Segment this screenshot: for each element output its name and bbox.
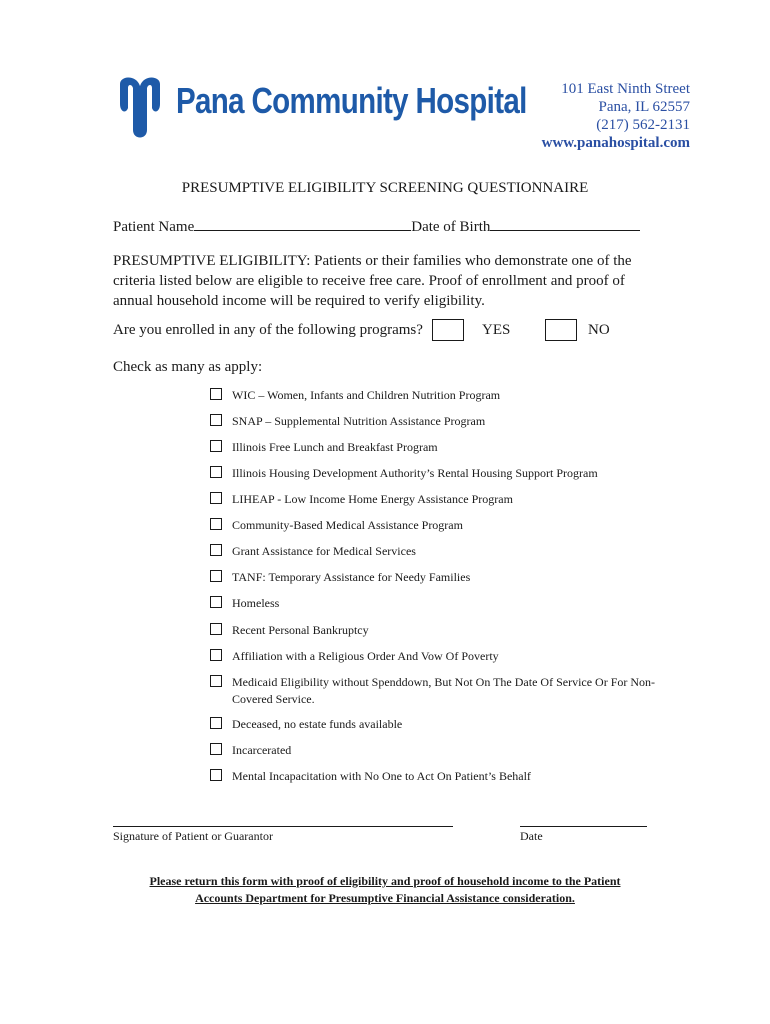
eligibility-paragraph: PRESUMPTIVE ELIGIBILITY: Patients or their families who demonstrate one of the criteria listed below are eligible to receive free care. Proof of enrollment and proof of annual household income will be required to verify eligibility. (113, 253, 632, 309)
form-title: PRESUMPTIVE ELIGIBILITY SCREENING QUESTIONNAIRE (181, 180, 589, 196)
date-label: Date (520, 829, 543, 843)
program-label: Medicaid Eligibility without Spenddown, But Not On The Date Of Service Or For Non-Covered Service. (232, 675, 656, 706)
footer-note (0, 873, 770, 907)
yes-checkbox[interactable] (432, 319, 464, 341)
program-checkbox[interactable] (210, 743, 222, 755)
program-label: Illinois Free Lunch and Breakfast Program (232, 440, 438, 454)
program-checkbox[interactable] (210, 596, 222, 608)
program-checkbox[interactable] (210, 675, 222, 687)
dob-field[interactable] (490, 216, 640, 231)
program-label: Deceased, no estate funds available (232, 717, 403, 731)
check-intro: Check as many as apply: (113, 359, 263, 375)
program-checkbox[interactable] (210, 440, 222, 452)
website-link[interactable]: www.panahospital.com (541, 135, 690, 151)
program-label: Illinois Housing Development Authority’s Rental Housing Support Program (232, 466, 598, 480)
patient-name-field[interactable] (194, 216, 411, 231)
program-label: Community-Based Medical Assistance Program (232, 518, 463, 532)
program-checkbox[interactable] (210, 492, 222, 504)
program-label: Homeless (232, 596, 280, 610)
hospital-name: Pana Community Hospital (176, 80, 527, 121)
no-checkbox[interactable] (545, 319, 577, 341)
address-street: 101 East Ninth Street (561, 81, 690, 97)
signature-label: Signature of Patient or Guarantor (113, 829, 273, 843)
program-label: TANF: Temporary Assistance for Needy Families (232, 570, 471, 584)
program-label: Incarcerated (232, 743, 292, 757)
program-checkbox[interactable] (210, 388, 222, 400)
no-label: NO (588, 322, 610, 338)
date-line[interactable] (520, 826, 647, 827)
program-checkbox[interactable] (210, 623, 222, 635)
program-label: Grant Assistance for Medical Services (232, 544, 416, 558)
program-label: WIC – Women, Infants and Children Nutrition Program (232, 388, 501, 402)
program-checkbox[interactable] (210, 769, 222, 781)
program-label: Affiliation with a Religious Order And Vow Of Poverty (232, 649, 499, 663)
program-checkbox[interactable] (210, 518, 222, 530)
program-checkbox[interactable] (210, 649, 222, 661)
enrolled-question: Are you enrolled in any of the following programs? (113, 322, 423, 338)
patient-name-label: Patient Name (113, 219, 195, 235)
program-checkbox[interactable] (210, 466, 222, 478)
hospital-address (542, 80, 690, 152)
hospital-logo-icon (114, 74, 166, 140)
footer-note-text: Please return this form with proof of eligibility and proof of household income to the Patient Accounts Department for Presumptive Financial Assistance consideration. (149, 874, 621, 905)
program-checkbox[interactable] (210, 544, 222, 556)
program-label: Recent Personal Bankruptcy (232, 623, 369, 637)
program-checkbox[interactable] (210, 717, 222, 729)
patient-info-row (113, 216, 640, 236)
hospital-logo (114, 72, 527, 144)
dob-label: Date of Birth (411, 219, 491, 235)
yes-label: YES (482, 322, 511, 338)
program-checkbox[interactable] (210, 570, 222, 582)
program-checkbox[interactable] (210, 414, 222, 426)
address-phone: (217) 562-2131 (596, 117, 690, 133)
program-label: LIHEAP - Low Income Home Energy Assistance Program (232, 492, 513, 506)
address-city: Pana, IL 62557 (598, 99, 690, 115)
signature-line[interactable] (113, 826, 453, 827)
program-label: SNAP – Supplemental Nutrition Assistance Program (232, 414, 486, 428)
program-label: Mental Incapacitation with No One to Act On Patient’s Behalf (232, 769, 531, 783)
